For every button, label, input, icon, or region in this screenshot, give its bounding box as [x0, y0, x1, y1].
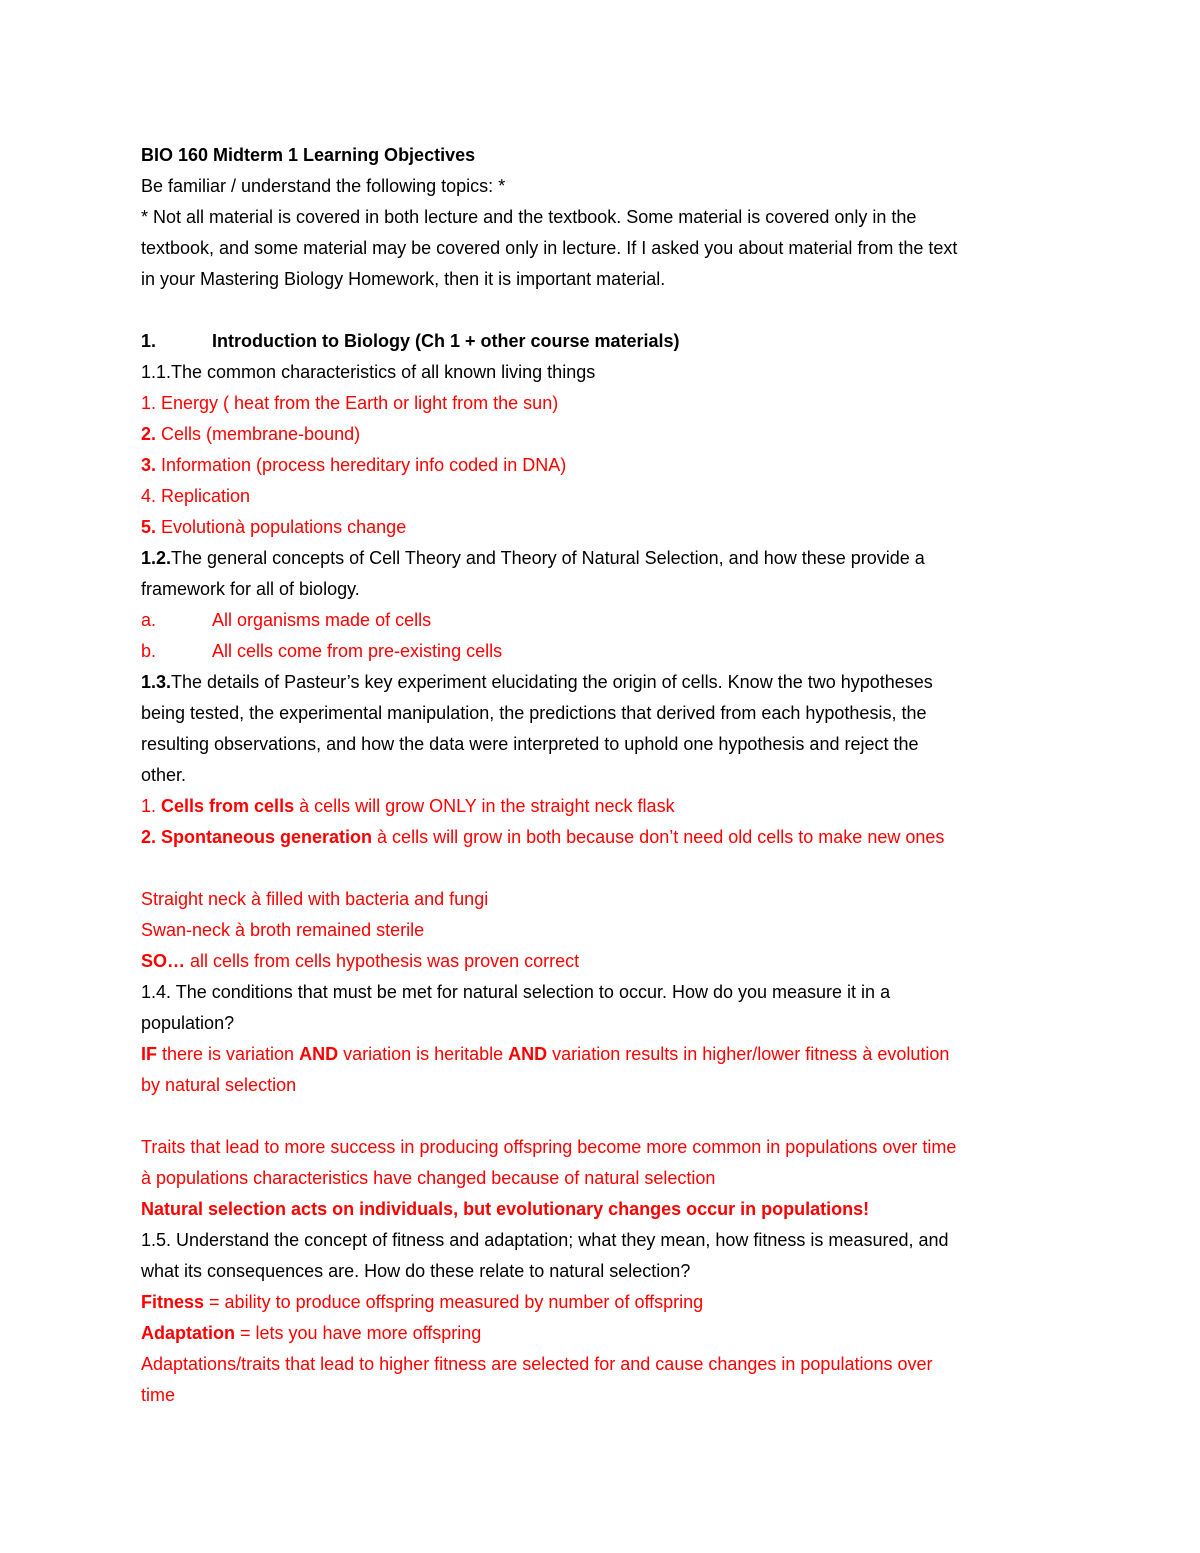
objective-1-1: [141, 357, 1071, 388]
objective-number: 1.3.: [141, 672, 172, 692]
answer-item: [141, 1287, 1071, 1318]
objective-1-2: [141, 543, 1071, 574]
result-line: [141, 946, 1071, 977]
answer-label: b.: [141, 641, 157, 661]
objective-number: 1.5.: [141, 1230, 172, 1250]
answer-text: All cells come from pre-existing cells: [212, 641, 503, 661]
objective-text: being tested, the experimental manipulation, the predictions that derived from each hypothesis, the: [141, 703, 927, 723]
answer-term: Adaptation: [141, 1323, 235, 1343]
objective-number: 1.1.: [141, 362, 172, 382]
answer-text: à cells will grow ONLY in the straight neck flask: [294, 796, 675, 816]
objective-1-5: [141, 1225, 1071, 1256]
answer-item: [141, 605, 1071, 636]
document-body: [141, 140, 1071, 1411]
intro-line: in your Mastering Biology Homework, then it is important material.: [141, 269, 666, 289]
answer-number: 1.: [141, 796, 157, 816]
answer-text: Evolutionà populations change: [156, 517, 407, 537]
intro-line: * Not all material is covered in both lecture and the textbook. Some material is covered only in the: [141, 207, 917, 227]
answer-item: [141, 512, 1071, 543]
objective-text: The general concepts of Cell Theory and Theory of Natural Selection, and how these provide a: [171, 548, 925, 568]
answer-keyword: IF: [141, 1044, 157, 1064]
result-emphasis: SO…: [141, 951, 186, 971]
answer-term: Fitness: [141, 1292, 205, 1312]
result-text: all cells from cells hypothesis was proven correct: [185, 951, 580, 971]
section-heading: [141, 326, 1071, 357]
answer-number: 2.: [141, 424, 157, 444]
result-line: Straight neck à filled with bacteria and fungi: [141, 889, 489, 909]
objective-text: The common characteristics of all known living things: [171, 362, 596, 382]
answer-item: [141, 450, 1071, 481]
answer-item: [141, 822, 1071, 853]
objective-1-3: [141, 667, 1071, 698]
document-title: BIO 160 Midterm 1 Learning Objectives: [141, 145, 476, 165]
answer-number: 3.: [141, 455, 157, 475]
section-number: 1.: [141, 331, 157, 351]
answer-text: à populations characteristics have changed because of natural selection: [141, 1168, 716, 1188]
objective-text: other.: [141, 765, 187, 785]
answer-text: Cells (membrane-bound): [156, 424, 361, 444]
objective-text: Understand the concept of fitness and adaptation; what they mean, how fitness is measured, and: [171, 1230, 949, 1250]
answer-text: Adaptations/traits that lead to higher fitness are selected for and cause changes in populations over: [141, 1354, 933, 1374]
answer-text: there is variation: [157, 1044, 300, 1064]
answer-term: Spontaneous generation: [156, 827, 373, 847]
answer-label: a.: [141, 610, 157, 630]
answer-item: [141, 1318, 1071, 1349]
objective-text: framework for all of biology.: [141, 579, 360, 599]
answer-number: 5.: [141, 517, 157, 537]
answer-number: 4.: [141, 486, 157, 506]
answer-text: time: [141, 1385, 176, 1405]
answer-number: 1.: [141, 393, 157, 413]
answer-text: = lets you have more offspring: [235, 1323, 482, 1343]
section-title: Introduction to Biology (Ch 1 + other course materials): [212, 331, 680, 351]
answer-item: [141, 388, 1071, 419]
answer-text: All organisms made of cells: [212, 610, 432, 630]
intro-line: Be familiar / understand the following topics: *: [141, 176, 506, 196]
answer-text: Replication: [156, 486, 251, 506]
objective-number: 1.4.: [141, 982, 172, 1002]
answer-item: [141, 1039, 1071, 1070]
answer-keyword: AND: [508, 1044, 548, 1064]
objective-text: what its consequences are. How do these relate to natural selection?: [141, 1261, 691, 1281]
answer-text: Information (process hereditary info coded in DNA): [156, 455, 567, 475]
answer-keyword: AND: [299, 1044, 339, 1064]
spacer: [141, 853, 1071, 884]
answer-text: variation results in higher/lower fitness à evolution: [547, 1044, 950, 1064]
objective-text: The conditions that must be met for natural selection to occur. How do you measure it in a: [171, 982, 891, 1002]
answer-text: variation is heritable: [338, 1044, 509, 1064]
answer-item: [141, 481, 1071, 512]
result-line: Swan-neck à broth remained sterile: [141, 920, 425, 940]
objective-text: The details of Pasteur’s key experiment elucidating the origin of cells. Know the two hypotheses: [171, 672, 933, 692]
answer-term: Cells from cells: [156, 796, 295, 816]
answer-text: by natural selection: [141, 1075, 297, 1095]
intro-line: textbook, and some material may be covered only in lecture. If I asked you about material from the text: [141, 238, 958, 258]
answer-item: [141, 419, 1071, 450]
answer-number: 2.: [141, 827, 157, 847]
spacer: [141, 295, 1071, 326]
answer-item: [141, 636, 1071, 667]
objective-text: population?: [141, 1013, 235, 1033]
objective-text: resulting observations, and how the data were interpreted to uphold one hypothesis and reject the: [141, 734, 919, 754]
objective-1-4: [141, 977, 1071, 1008]
answer-text: = ability to produce offspring measured by number of offspring: [204, 1292, 704, 1312]
answer-text: Energy ( heat from the Earth or light from the sun): [156, 393, 559, 413]
answer-text: à cells will grow in both because don’t need old cells to make new ones: [372, 827, 945, 847]
answer-emphasis: Natural selection acts on individuals, but evolutionary changes occur in populations!: [141, 1199, 870, 1219]
answer-item: [141, 791, 1071, 822]
answer-text: Traits that lead to more success in producing offspring become more common in populations over time: [141, 1137, 957, 1157]
spacer: [141, 1101, 1071, 1132]
objective-number: 1.2.: [141, 548, 172, 568]
